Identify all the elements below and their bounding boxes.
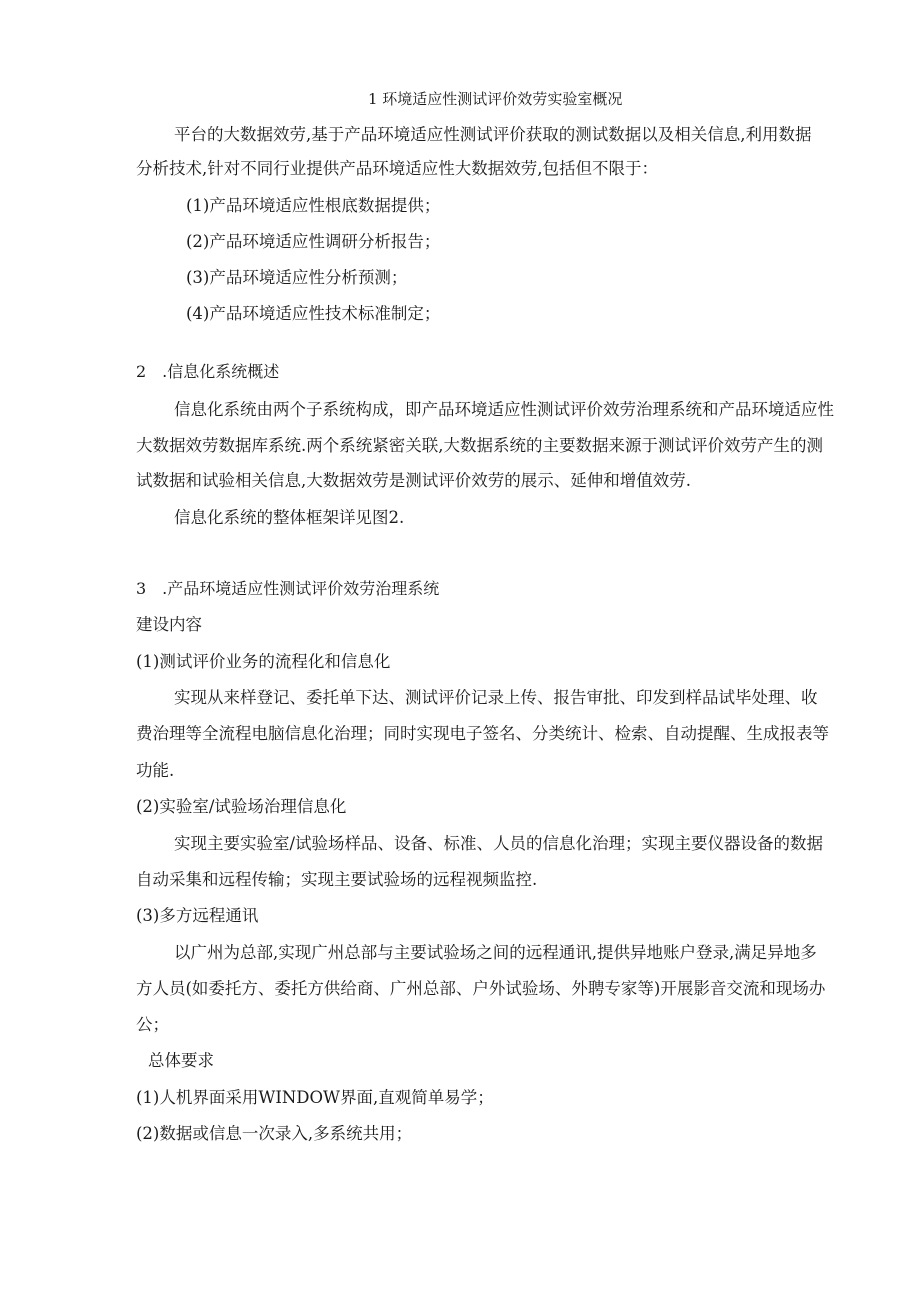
section3-item2-line2: 自动采集和远程传输；实现主要试验场的远程视频监控. [136, 870, 538, 889]
section1-item-1: (1)产品环境适应性根底数据提供； [186, 196, 441, 215]
section1-para-line1: 平台的大数据效劳,基于产品环境适应性测试评价获取的测试数据以及相关信息,利用数据 [174, 125, 812, 144]
page-title: 1 环境适应性测试评价效劳实验室概况 [368, 90, 623, 108]
section3-heading: 3 .产品环境适应性测试评价效劳治理系统 [136, 579, 440, 598]
section3-item3-line1: 以广州为总部,实现广州总部与主要试验场之间的远程通讯,提供异地账户登录,满足异地多 [174, 943, 817, 962]
section3-item2-line1: 实现主要实验室/试验场样品、设备、标准、人员的信息化治理；实现主要仪器设备的数据 [174, 834, 824, 853]
section3-item1-line3: 功能. [136, 761, 175, 780]
section1-item-2: (2)产品环境适应性调研分析报告； [186, 232, 441, 251]
section2-para2: 信息化系统的整体框架详见图2. [174, 508, 405, 527]
section1-para-line2: 分析技术,针对不同行业提供产品环境适应性大数据效劳,包括但不限于： [136, 159, 658, 178]
section2-para1-line1: 信息化系统由两个子系统构成，即产品环境适应性测试评价效劳治理系统和产品环境适应性 [174, 400, 834, 419]
section1-item-3: (3)产品环境适应性分析预测； [186, 268, 408, 287]
section2-heading: 2 .信息化系统概述 [136, 362, 280, 381]
section2-para1-line3: 试数据和试验相关信息,大数据效劳是测试评价效劳的展示、延伸和增值效劳. [136, 471, 691, 490]
section3-subheading-requirements: 总体要求 [148, 1051, 214, 1070]
section3-item3-line2: 方人员(如委托方、委托方供给商、广州总部、户外试验场、外聘专家等)开展影音交流和现场办 [136, 979, 826, 998]
section3-item1-line1: 实现从来样登记、委托单下达、测试评价记录上传、报告审批、印发到样品试毕处理、收 [174, 688, 818, 707]
section3-item3-title: (3)多方远程通讯 [136, 906, 259, 925]
section3-item2-title: (2)实验室/试验场治理信息化 [136, 797, 347, 816]
section3-subheading-build: 建设内容 [136, 615, 202, 634]
section1-item-4: (4)产品环境适应性技术标准制定； [186, 304, 441, 323]
section3-requirement-1: (1)人机界面采用WINDOW界面,直观简单易学； [136, 1088, 494, 1107]
section3-item1-line2: 费治理等全流程电脑信息化治理；同时实现电子签名、分类统计、检索、自动提醒、生成报表等 [136, 724, 829, 743]
section3-item1-title: (1)测试评价业务的流程化和信息化 [136, 652, 391, 671]
section3-item3-line3: 公； [136, 1015, 169, 1034]
section3-requirement-2: (2)数据或信息一次录入,多系统共用； [136, 1124, 413, 1143]
section2-para1-line2: 大数据效劳数据库系统.两个系统紧密关联,大数据系统的主要数据来源于测试评价效劳产生的测 [136, 436, 823, 455]
